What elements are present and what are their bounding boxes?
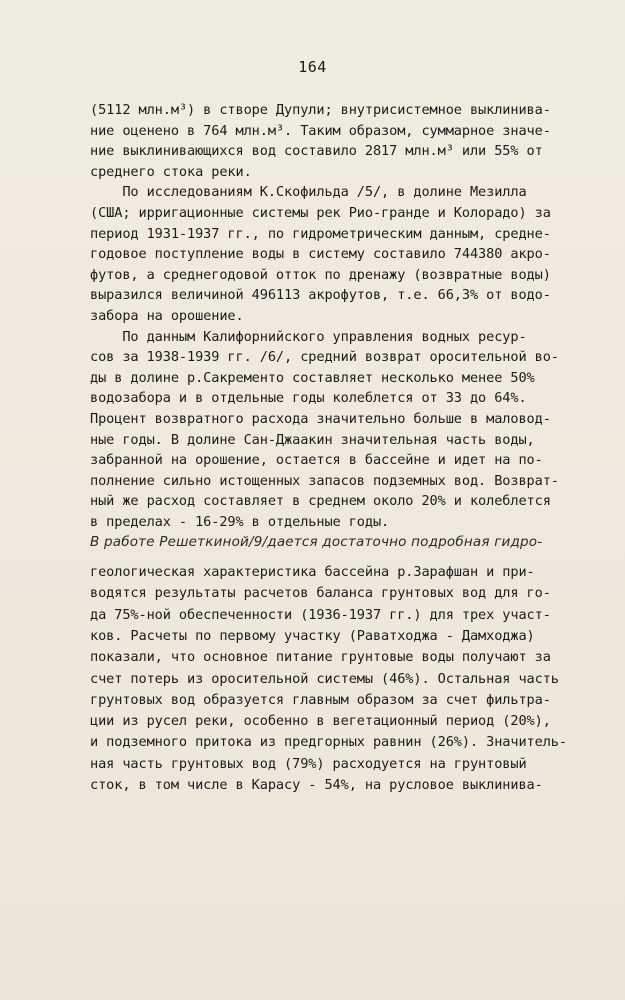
text-line: забора на орошение. xyxy=(90,308,244,324)
text-line: ды в долине р.Сакременто составляет несколько менее 50% xyxy=(90,369,535,386)
text-line: ние выклинивающихся вод составило 2817 млн.м³ или 55% от xyxy=(90,143,543,160)
text-line: и подземного притока из предгорных равнин (26%). Значитель- xyxy=(90,734,567,751)
handwritten-line: В работе Решеткиной/9/дается достаточно подробная гидро- xyxy=(90,534,543,550)
text-line: геологическая характеристика бассейна р.Зарафшан и при- xyxy=(90,564,535,580)
text-line: (5112 млн.м³) в створе Дупули; внутрисистемное выклинива- xyxy=(90,102,551,118)
text-line: футов, а среднегодовой отток по дренажу (возвратные воды) xyxy=(90,266,551,283)
text-line: да 75%-ной обеспеченности (1936-1937 гг.) для трех участ- xyxy=(90,606,551,623)
text-line: водятся результаты расчетов баланса грунтовых вод для го- xyxy=(90,585,551,602)
text-line: показали, что основное питание грунтовые воды получают за xyxy=(90,649,551,666)
text-line: сов за 1938-1939 гг. /6/, средний возврат оросительной во- xyxy=(90,349,559,366)
text-line: годовое поступление воды в систему составило 744380 акро- xyxy=(90,246,551,263)
text-line: забранной на орошение, остается в бассейне и идет на по- xyxy=(90,452,543,469)
text-line: среднего стока реки. xyxy=(90,163,252,180)
text-line: водозабора и в отдельные годы колеблется от 33 до 64%. xyxy=(90,390,527,407)
text-line: Процент возвратного расхода значительно больше в маловод- xyxy=(90,411,551,427)
text-line: ные годы. В долине Сан-Джаакин значительная часть воды, xyxy=(90,431,535,448)
text-line: ная часть грунтовых вод (79%) расходуется на грунтовый xyxy=(90,755,527,772)
text-line: (США; ирригационные системы рек Рио-гранде и Колорадо) за xyxy=(90,205,551,221)
page-number: 164 xyxy=(298,58,327,76)
text-line: в пределах - 16-29% в отдельные годы. xyxy=(90,514,390,530)
text-line: ции из русел реки, особенно в вегетационный период (20%), xyxy=(90,713,551,730)
text-line: ков. Расчеты по первому участку (Раватходжа - Дамходжа) xyxy=(90,627,535,644)
text-line: выразился величиной 496113 акрофутов, т.е. 66,3% от водо- xyxy=(90,287,551,304)
text-line: ние оценено в 764 млн.м³. Таким образом, суммарное значе- xyxy=(90,122,551,139)
text-line: период 1931-1937 гг., по гидрометрическим данным, средне- xyxy=(90,225,551,242)
text-line: сток, в том числе в Карасу - 54%, на русловое выклинива- xyxy=(90,777,543,793)
text-line: счет потерь из оросительной системы (46%). Остальная часть xyxy=(90,670,559,687)
text-line: ный же расход составляет в среднем около 20% и колеблется xyxy=(90,493,551,510)
text-line: По исследованиям К.Скофильда /5/, в долине Мезилла xyxy=(90,184,527,201)
text-line: полнение сильно истощенных запасов подземных вод. Возврат- xyxy=(90,472,559,489)
text-line: По данным Калифорнийского управления водных ресур- xyxy=(90,328,527,345)
text-line: грунтовых вод образуется главным образом за счет фильтра- xyxy=(90,691,551,708)
